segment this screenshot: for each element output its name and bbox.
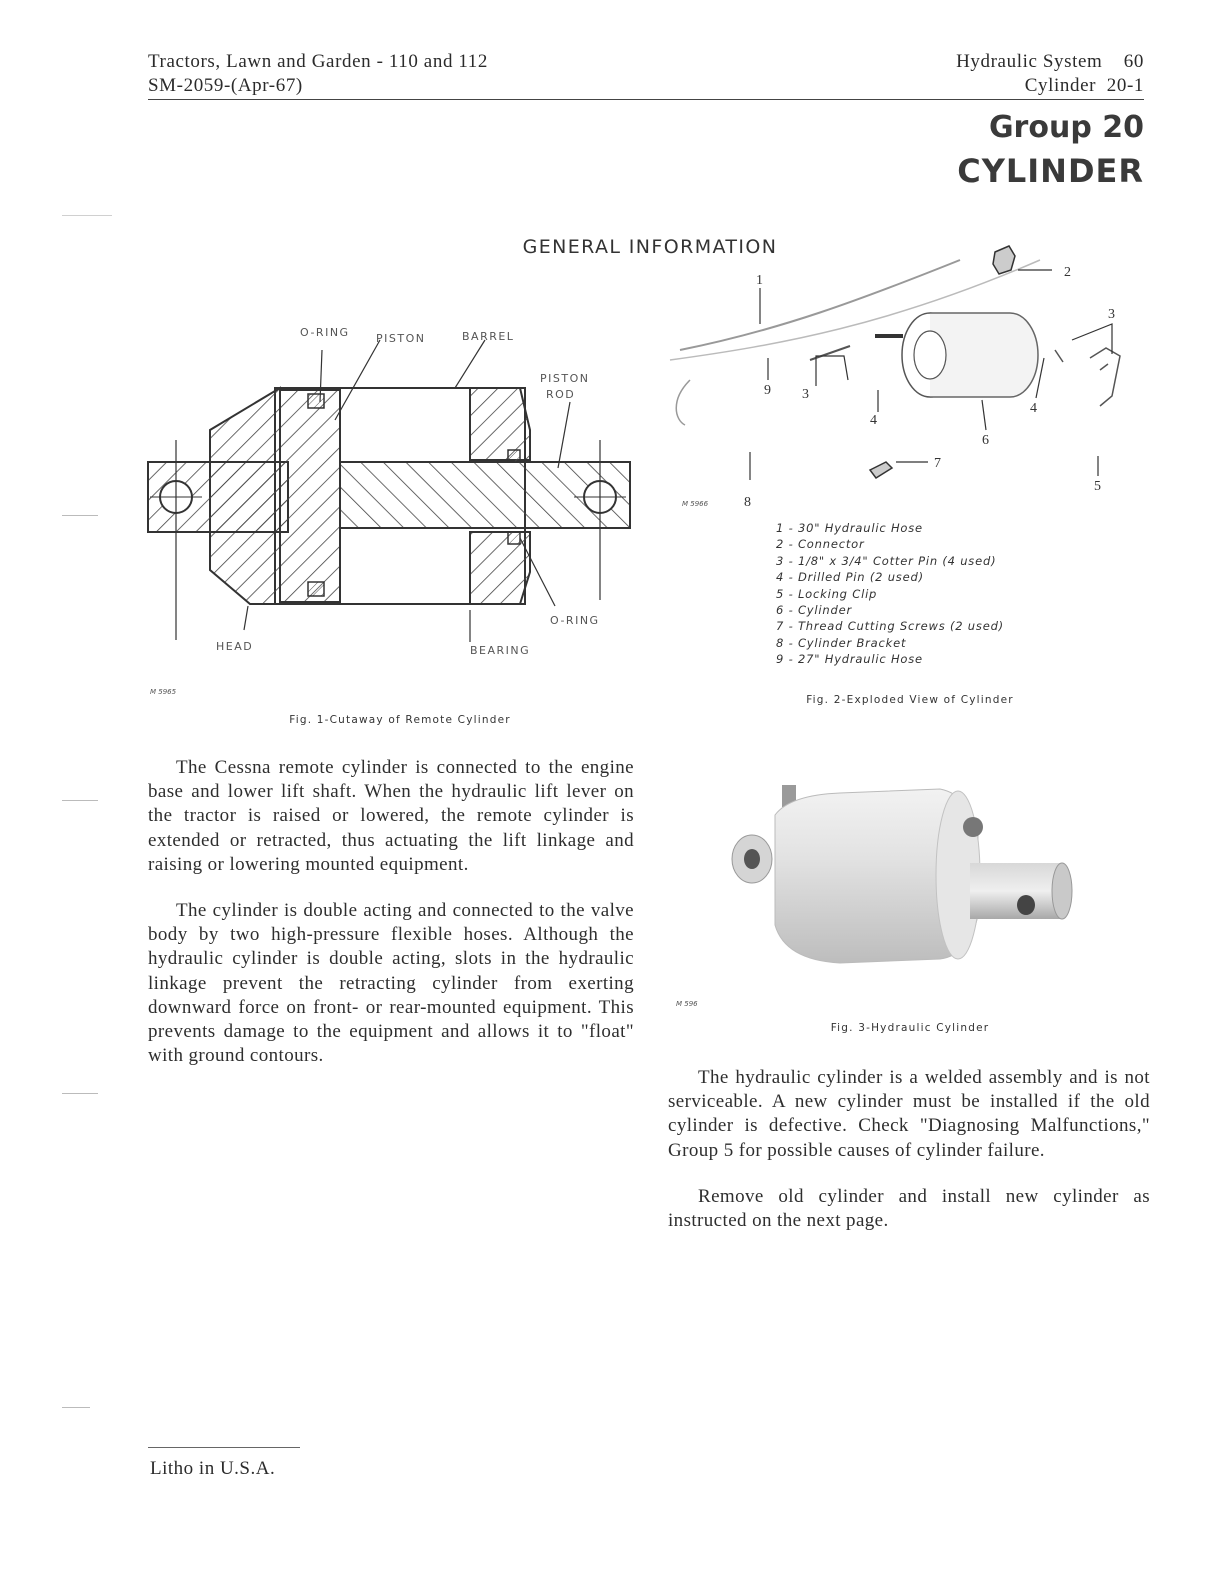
legend-item: 8 - Cylinder Bracket	[776, 635, 907, 650]
callout-5: 5	[1094, 479, 1101, 494]
legend-item: 4 - Drilled Pin (2 used)	[776, 570, 924, 585]
figure-2-id: M 5966	[682, 500, 709, 508]
paragraph: The Cessna remote cylinder is connected to the engine base and lower lift shaft. When the hydraulic lift lever on the tractor is raised or lowered, the remote cylinder is extended or retracted, thus actuating the lift linkage and raising or lowering mounted equipment.	[148, 757, 634, 875]
figure-2-caption: Fig. 2-Exploded View of Cylinder	[806, 694, 1014, 706]
legend-item: 5 - Locking Clip	[776, 586, 878, 601]
hydraulic-cylinder-photo	[730, 775, 1080, 975]
exploded-view-drawing	[660, 240, 1150, 515]
figure-2-exploded-view	[660, 240, 1150, 515]
figure-1-caption: Fig. 1-Cutaway of Remote Cylinder	[289, 714, 511, 726]
header-manual-number: SM-2059-(Apr-67)	[148, 75, 303, 96]
margin-mark	[62, 1407, 90, 1408]
callout-8: 8	[744, 495, 751, 510]
header-left	[148, 50, 488, 98]
margin-mark	[62, 215, 112, 216]
label-barrel: BARREL	[462, 330, 515, 343]
label-piston: PISTON	[376, 332, 426, 345]
callout-7: 7	[934, 456, 941, 471]
legend-item: 7 - Thread Cutting Screws (2 used)	[776, 619, 1004, 634]
body-right	[668, 1066, 1150, 1233]
label-o-ring-top: O-RING	[300, 326, 350, 339]
figure-1-cutaway	[140, 310, 640, 710]
figure-1-id: M 5965	[150, 688, 177, 696]
legend-item: 9 - 27" Hydraulic Hose	[776, 652, 923, 667]
legend-item: 6 - Cylinder	[776, 603, 852, 618]
figure-2-legend	[776, 520, 1106, 668]
callout-1: 1	[756, 273, 763, 288]
label-head: HEAD	[216, 640, 254, 653]
header-right	[880, 50, 1144, 98]
header-subsection: Cylinder	[1024, 75, 1097, 96]
section-title: CYLINDER	[957, 152, 1144, 190]
section-heading: GENERAL INFORMATION	[522, 236, 778, 258]
callout-4-b: 4	[1030, 401, 1037, 416]
label-piston-rod-1: PISTON	[540, 372, 590, 385]
margin-mark	[62, 1093, 98, 1094]
footer-note: Litho in U.S.A.	[150, 1458, 276, 1479]
figure-3-id: M 596	[676, 1000, 698, 1008]
label-o-ring-bottom: O-RING	[550, 614, 600, 627]
legend-item: 2 - Connector	[776, 537, 865, 552]
margin-mark	[62, 515, 98, 516]
margin-mark	[62, 800, 98, 801]
paragraph: The cylinder is double acting and connected to the valve body by two high-pressure flexible hoses. Although the hydraulic cylinder is double acting, slots in the hydraulic linkage prevent the retracting cylinder from exerting downward force on front- or rear-mounted equipment. This prevents damage to the equipment and allows it to "float" with ground contours.	[148, 900, 634, 1067]
page-reference: 20-1	[1106, 75, 1144, 96]
callout-3-a: 3	[1108, 307, 1115, 322]
header-title: Tractors, Lawn and Garden - 110 and 112	[148, 51, 488, 72]
label-bearing: BEARING	[470, 644, 531, 657]
callout-9: 9	[764, 383, 771, 398]
callout-6: 6	[982, 433, 989, 448]
legend-item: 1 - 30" Hydraulic Hose	[776, 521, 923, 535]
paragraph: Remove old cylinder and install new cylinder as instructed on the next page.	[668, 1185, 1150, 1232]
callout-2: 2	[1064, 265, 1071, 280]
page-number: 60	[1123, 51, 1144, 72]
cutaway-drawing	[140, 310, 640, 710]
body-left	[148, 756, 634, 1068]
paragraph: The hydraulic cylinder is a welded assembly and is not serviceable. A new cylinder must be installed if the old cylinder is defective. Check "Diagnosing Malfunctions," Group 5 for possible causes of cylinder failure.	[668, 1067, 1150, 1161]
callout-3-b: 3	[802, 387, 809, 402]
figure-3-caption: Fig. 3-Hydraulic Cylinder	[830, 1022, 990, 1034]
group-title: Group 20	[988, 110, 1144, 145]
figure-3-photo	[730, 775, 1080, 975]
header-rule	[148, 99, 1144, 100]
legend-item: 3 - 1/8" x 3/4" Cotter Pin (4 used)	[776, 553, 997, 568]
footer-rule	[148, 1447, 300, 1448]
label-piston-rod-2: ROD	[546, 388, 576, 401]
callout-4-a: 4	[870, 413, 877, 428]
header-section: Hydraulic System	[956, 51, 1103, 72]
